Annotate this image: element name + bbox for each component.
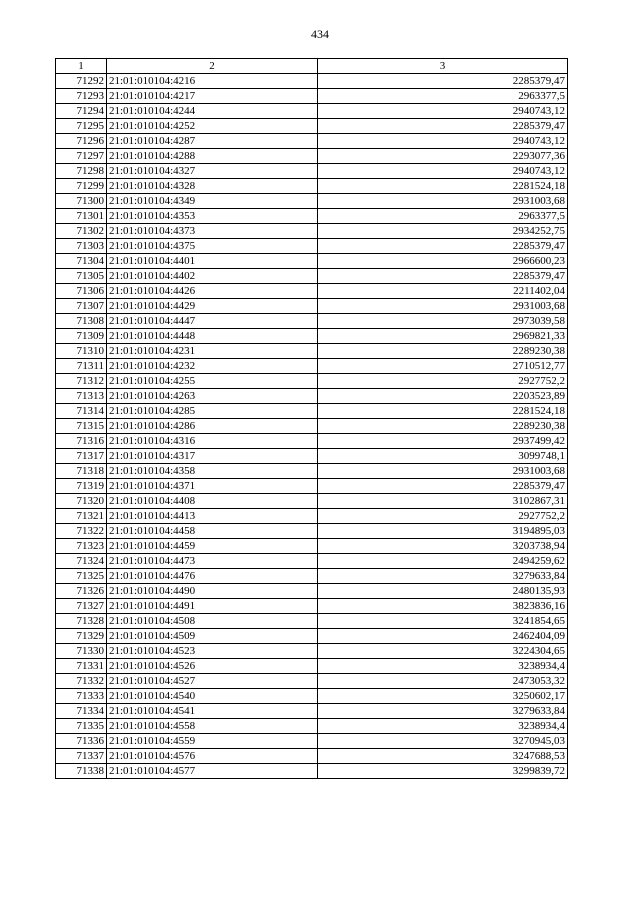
- table-row: [56, 89, 568, 104]
- cadastral-number-cell: 21:01:010104:4328: [107, 179, 318, 194]
- table-row: [56, 104, 568, 119]
- table-row: [56, 704, 568, 719]
- cadastral-number-cell: 21:01:010104:4426: [107, 284, 318, 299]
- cadastral-number-cell: 21:01:010104:4217: [107, 89, 318, 104]
- value-cell: 2931003,68: [318, 464, 568, 479]
- table-row: [56, 584, 568, 599]
- row-number-cell: 71303: [56, 239, 107, 254]
- cadastral-number-cell: 21:01:010104:4402: [107, 269, 318, 284]
- value-cell: 3238934,4: [318, 719, 568, 734]
- cadastral-number-cell: 21:01:010104:4286: [107, 419, 318, 434]
- table-row: [56, 764, 568, 779]
- value-cell: 2940743,12: [318, 104, 568, 119]
- value-cell: 3247688,53: [318, 749, 568, 764]
- row-number-cell: 71313: [56, 389, 107, 404]
- table-row: [56, 374, 568, 389]
- table-row: [56, 284, 568, 299]
- table-row: [56, 179, 568, 194]
- value-cell: 2285379,47: [318, 269, 568, 284]
- cadastral-number-cell: 21:01:010104:4244: [107, 104, 318, 119]
- row-number-cell: 71328: [56, 614, 107, 629]
- table-row: [56, 689, 568, 704]
- table-row: [56, 449, 568, 464]
- row-number-cell: 71310: [56, 344, 107, 359]
- table-row: [56, 719, 568, 734]
- value-cell: 2937499,42: [318, 434, 568, 449]
- value-cell: 2969821,33: [318, 329, 568, 344]
- cadastral-number-cell: 21:01:010104:4255: [107, 374, 318, 389]
- value-cell: 3823836,16: [318, 599, 568, 614]
- cadastral-number-cell: 21:01:010104:4459: [107, 539, 318, 554]
- table-row: [56, 659, 568, 674]
- cadastral-number-cell: 21:01:010104:4413: [107, 509, 318, 524]
- value-cell: 2289230,38: [318, 344, 568, 359]
- table-row: [56, 164, 568, 179]
- cadastral-number-cell: 21:01:010104:4373: [107, 224, 318, 239]
- row-number-cell: 71312: [56, 374, 107, 389]
- row-number-cell: 71325: [56, 569, 107, 584]
- cadastral-number-cell: 21:01:010104:4232: [107, 359, 318, 374]
- row-number-cell: 71301: [56, 209, 107, 224]
- cadastral-number-cell: 21:01:010104:4526: [107, 659, 318, 674]
- cadastral-number-cell: 21:01:010104:4408: [107, 494, 318, 509]
- table-row: [56, 314, 568, 329]
- value-cell: 3203738,94: [318, 539, 568, 554]
- cadastral-number-cell: 21:01:010104:4371: [107, 479, 318, 494]
- row-number-cell: 71327: [56, 599, 107, 614]
- value-cell: 3250602,17: [318, 689, 568, 704]
- value-cell: 2285379,47: [318, 74, 568, 89]
- table-row: [56, 524, 568, 539]
- row-number-cell: 71314: [56, 404, 107, 419]
- value-cell: 3099748,1: [318, 449, 568, 464]
- value-cell: 2293077,36: [318, 149, 568, 164]
- cadastral-number-cell: 21:01:010104:4508: [107, 614, 318, 629]
- cadastral-number-cell: 21:01:010104:4353: [107, 209, 318, 224]
- row-number-cell: 71333: [56, 689, 107, 704]
- table-row: [56, 194, 568, 209]
- cadastral-number-cell: 21:01:010104:4558: [107, 719, 318, 734]
- cadastral-number-cell: 21:01:010104:4527: [107, 674, 318, 689]
- row-number-cell: 71300: [56, 194, 107, 209]
- row-number-cell: 71309: [56, 329, 107, 344]
- row-number-cell: 71304: [56, 254, 107, 269]
- table-row: [56, 479, 568, 494]
- value-cell: 2285379,47: [318, 119, 568, 134]
- table-row: [56, 419, 568, 434]
- table-row: [56, 644, 568, 659]
- row-number-cell: 71311: [56, 359, 107, 374]
- value-cell: 3270945,03: [318, 734, 568, 749]
- table-row: [56, 509, 568, 524]
- table-row: [56, 329, 568, 344]
- cadastral-number-cell: 21:01:010104:4523: [107, 644, 318, 659]
- value-cell: 2966600,23: [318, 254, 568, 269]
- cadastral-number-cell: 21:01:010104:4285: [107, 404, 318, 419]
- row-number-cell: 71315: [56, 419, 107, 434]
- value-cell: 2710512,77: [318, 359, 568, 374]
- value-cell: 2281524,18: [318, 179, 568, 194]
- row-number-cell: 71306: [56, 284, 107, 299]
- row-number-cell: 71320: [56, 494, 107, 509]
- table-row: [56, 299, 568, 314]
- table-row: [56, 674, 568, 689]
- table-row: [56, 614, 568, 629]
- table-row: [56, 134, 568, 149]
- table-row: [56, 539, 568, 554]
- cadastral-number-cell: 21:01:010104:4316: [107, 434, 318, 449]
- value-cell: 3224304,65: [318, 644, 568, 659]
- row-number-cell: 71337: [56, 749, 107, 764]
- table-row: [56, 569, 568, 584]
- value-cell: 2480135,93: [318, 584, 568, 599]
- value-cell: 3279633,84: [318, 704, 568, 719]
- value-cell: 2973039,58: [318, 314, 568, 329]
- value-cell: 2940743,12: [318, 164, 568, 179]
- row-number-cell: 71302: [56, 224, 107, 239]
- cadastral-number-cell: 21:01:010104:4317: [107, 449, 318, 464]
- value-cell: 2289230,38: [318, 419, 568, 434]
- table-row: [56, 629, 568, 644]
- value-cell: 2927752,2: [318, 374, 568, 389]
- table-row: [56, 554, 568, 569]
- cadastral-number-cell: 21:01:010104:4540: [107, 689, 318, 704]
- cadastral-number-cell: 21:01:010104:4288: [107, 149, 318, 164]
- row-number-cell: 71295: [56, 119, 107, 134]
- value-cell: 3194895,03: [318, 524, 568, 539]
- row-number-cell: 71321: [56, 509, 107, 524]
- cadastral-number-cell: 21:01:010104:4458: [107, 524, 318, 539]
- column-header-1: 1: [56, 59, 107, 74]
- cadastral-number-cell: 21:01:010104:4263: [107, 389, 318, 404]
- cadastral-number-cell: 21:01:010104:4216: [107, 74, 318, 89]
- table-row: [56, 209, 568, 224]
- cadastral-number-cell: 21:01:010104:4375: [107, 239, 318, 254]
- table-row: [56, 224, 568, 239]
- row-number-cell: 71294: [56, 104, 107, 119]
- table-row: [56, 359, 568, 374]
- registry-table: [55, 58, 568, 779]
- value-cell: 2927752,2: [318, 509, 568, 524]
- table-row: [56, 239, 568, 254]
- cadastral-number-cell: 21:01:010104:4491: [107, 599, 318, 614]
- value-cell: 2285379,47: [318, 479, 568, 494]
- cadastral-number-cell: 21:01:010104:4252: [107, 119, 318, 134]
- row-number-cell: 71329: [56, 629, 107, 644]
- cadastral-number-cell: 21:01:010104:4447: [107, 314, 318, 329]
- value-cell: 2963377,5: [318, 89, 568, 104]
- cadastral-number-cell: 21:01:010104:4231: [107, 344, 318, 359]
- value-cell: 3299839,72: [318, 764, 568, 779]
- row-number-cell: 71338: [56, 764, 107, 779]
- row-number-cell: 71322: [56, 524, 107, 539]
- row-number-cell: 71335: [56, 719, 107, 734]
- row-number-cell: 71330: [56, 644, 107, 659]
- row-number-cell: 71296: [56, 134, 107, 149]
- cadastral-number-cell: 21:01:010104:4358: [107, 464, 318, 479]
- value-cell: 2281524,18: [318, 404, 568, 419]
- row-number-cell: 71299: [56, 179, 107, 194]
- cadastral-number-cell: 21:01:010104:4429: [107, 299, 318, 314]
- cadastral-number-cell: 21:01:010104:4448: [107, 329, 318, 344]
- value-cell: 2931003,68: [318, 299, 568, 314]
- cadastral-number-cell: 21:01:010104:4576: [107, 749, 318, 764]
- row-number-cell: 71292: [56, 74, 107, 89]
- row-number-cell: 71331: [56, 659, 107, 674]
- row-number-cell: 71324: [56, 554, 107, 569]
- value-cell: 3102867,31: [318, 494, 568, 509]
- table-row: [56, 464, 568, 479]
- cadastral-number-cell: 21:01:010104:4559: [107, 734, 318, 749]
- table-header-row: [56, 59, 568, 74]
- table-row: [56, 494, 568, 509]
- row-number-cell: 71293: [56, 89, 107, 104]
- cadastral-number-cell: 21:01:010104:4476: [107, 569, 318, 584]
- row-number-cell: 71323: [56, 539, 107, 554]
- value-cell: 2285379,47: [318, 239, 568, 254]
- row-number-cell: 71307: [56, 299, 107, 314]
- cadastral-number-cell: 21:01:010104:4349: [107, 194, 318, 209]
- table-row: [56, 269, 568, 284]
- table-row: [56, 734, 568, 749]
- row-number-cell: 71332: [56, 674, 107, 689]
- page-number: 434: [311, 27, 329, 41]
- table-row: [56, 404, 568, 419]
- cadastral-number-cell: 21:01:010104:4490: [107, 584, 318, 599]
- value-cell: 2462404,09: [318, 629, 568, 644]
- value-cell: 2473053,32: [318, 674, 568, 689]
- row-number-cell: 71326: [56, 584, 107, 599]
- row-number-cell: 71308: [56, 314, 107, 329]
- cadastral-number-cell: 21:01:010104:4401: [107, 254, 318, 269]
- table-row: [56, 344, 568, 359]
- cadastral-number-cell: 21:01:010104:4287: [107, 134, 318, 149]
- row-number-cell: 71334: [56, 704, 107, 719]
- cadastral-number-cell: 21:01:010104:4473: [107, 554, 318, 569]
- table-row: [56, 434, 568, 449]
- cadastral-number-cell: 21:01:010104:4541: [107, 704, 318, 719]
- table-row: [56, 149, 568, 164]
- table-row: [56, 749, 568, 764]
- value-cell: 2940743,12: [318, 134, 568, 149]
- value-cell: 2494259,62: [318, 554, 568, 569]
- value-cell: 2211402,04: [318, 284, 568, 299]
- value-cell: 3279633,84: [318, 569, 568, 584]
- value-cell: 3238934,4: [318, 659, 568, 674]
- value-cell: 2963377,5: [318, 209, 568, 224]
- table-row: [56, 599, 568, 614]
- row-number-cell: 71336: [56, 734, 107, 749]
- column-header-2: 2: [107, 59, 318, 74]
- table-row: [56, 74, 568, 89]
- row-number-cell: 71318: [56, 464, 107, 479]
- row-number-cell: 71316: [56, 434, 107, 449]
- cadastral-number-cell: 21:01:010104:4577: [107, 764, 318, 779]
- table-row: [56, 119, 568, 134]
- row-number-cell: 71298: [56, 164, 107, 179]
- value-cell: 2203523,89: [318, 389, 568, 404]
- row-number-cell: 71297: [56, 149, 107, 164]
- row-number-cell: 71319: [56, 479, 107, 494]
- table-row: [56, 389, 568, 404]
- value-cell: 2931003,68: [318, 194, 568, 209]
- table-row: [56, 254, 568, 269]
- row-number-cell: 71305: [56, 269, 107, 284]
- column-header-3: 3: [318, 59, 568, 74]
- value-cell: 3241854,65: [318, 614, 568, 629]
- cadastral-number-cell: 21:01:010104:4509: [107, 629, 318, 644]
- table-body: [56, 74, 568, 779]
- row-number-cell: 71317: [56, 449, 107, 464]
- value-cell: 2934252,75: [318, 224, 568, 239]
- cadastral-number-cell: 21:01:010104:4327: [107, 164, 318, 179]
